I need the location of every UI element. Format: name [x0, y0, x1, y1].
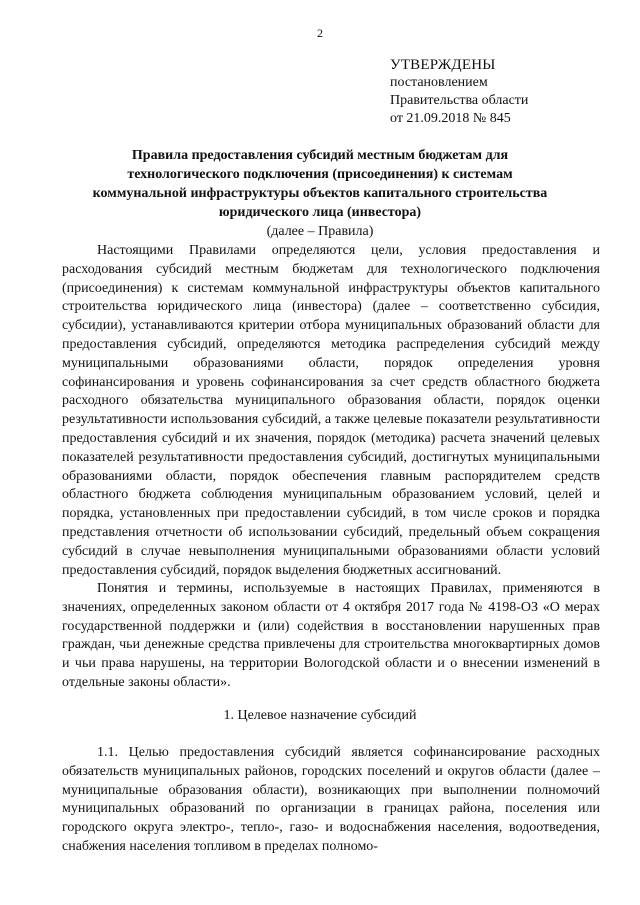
paragraph-text: Понятия и термины, используемые в настоящих Правилах, применяются в значениях, определенных законом области от 4 октября 2017 года № 4198-ОЗ «О мерах государственной поддержки и (или) содействия в восстановлении нарушенных прав граждан, чьи денежные средства привлечены для строительства многоквартирных домов и чьи права нарушены, на территории Вологодской области и о внесении изменений в отдельные законы области».: [62, 581, 600, 690]
paragraph-text: 1.1. Целью предоставления субсидий является софинансирование расходных обязательств муниципальных районов, городских поселений и округов области (далее – муниципальные образования области), возникающих при выполнении полномочий муниципальных образований по организации в границах района, поселения или городского округа электро-, тепло-, газо- и водоснабжения населения, водоотведения, снабжения населения топливом в пределах полномо-: [62, 745, 600, 854]
document-title-block: [90, 146, 550, 241]
approval-line-1: постановлением: [390, 75, 488, 90]
approval-heading: УТВЕРЖДЕНЫ: [390, 57, 496, 73]
approval-line-3: от 21.09.2018 № 845: [390, 111, 511, 126]
section-paragraph-1-1: [62, 744, 600, 857]
section-heading: 1. Целевое назначение субсидий: [223, 708, 417, 723]
body-paragraph-1: [62, 242, 600, 580]
page-number: 2: [317, 26, 323, 40]
approval-line-2: Правительства области: [390, 93, 529, 108]
paragraph-text: Настоящими Правилами определяются цели, условия предоставления и расходования субсидий местным бюджетам для технологического подключения (присоединения) к системам коммунальной инфраструктуры объектов капитального строительства юридического лица (инвестора) (далее – соответственно субсидия, субсидии), устанавливаются критерии отбора муниципальных образований области для предоставления субсидий, определяются методика распределения субсидий между муниципальными образованиями области, порядок определения уровня софинансирования и уровень софинансирования за счет средств областного бюджета расходного обязательства муниципального образования области, порядок оценки результативности использования субсидий, а также целевые показатели результативности предоставления субсидий и их значения, порядок (методика) расчета значений целевых показателей результативности предоставления субсидий, достигнутых муниципальными образованиями области, порядок обеспечения главным распорядителем средств областного бюджета соблюдения муниципальным образованием условий, целей и порядка, установленных при предоставлении субсидий, в том числе сроков и порядка представления отчетности об использовании субсидий, предельный объем сокращения субсидий в случае невыполнения муниципальными образованиями области условий предоставления субсидий, порядок выделения бюджетных ассигнований.: [62, 243, 600, 578]
document-title: Правила предоставления субсидий местным бюджетам для технологического подключения (присоединения) к системам коммунальной инфраструктуры объектов капитального строительства юридического лица (инвестора): [92, 148, 548, 220]
approval-stamp: [390, 56, 528, 128]
document-subtitle: (далее – Правила): [266, 224, 374, 239]
body-paragraph-2: [62, 580, 600, 693]
